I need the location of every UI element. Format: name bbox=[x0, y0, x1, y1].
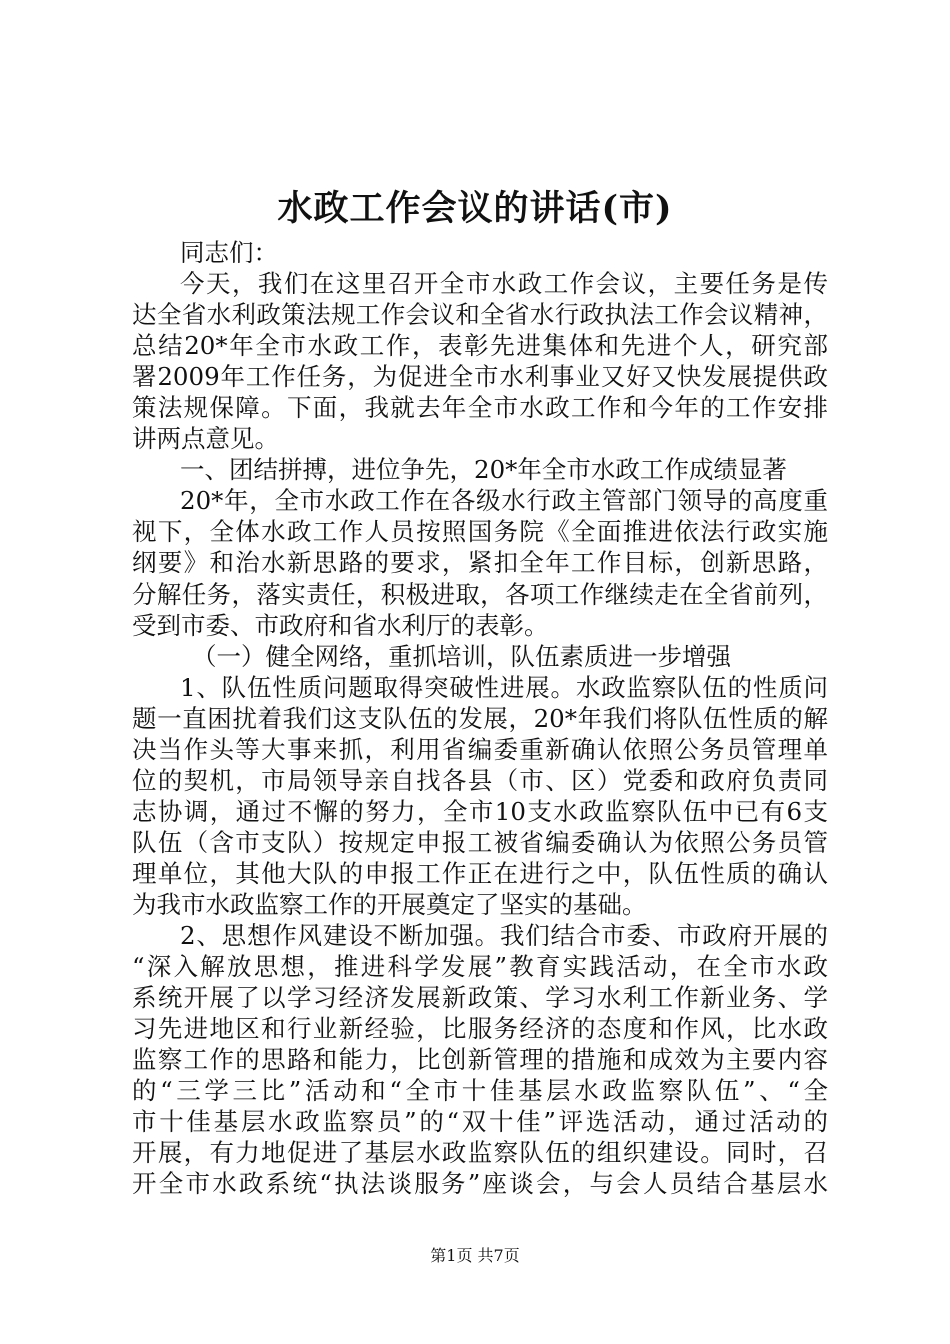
paragraph-line: 今天，我们在这里召开全市水政工作会议，主要任务是传 bbox=[180, 269, 828, 299]
paragraph-line: 开展，有力地促进了基层水政监察队伍的组织建设。同时，召 bbox=[132, 1138, 828, 1168]
paragraph-line: 纲要》和治水新思路的要求，紧扣全年工作目标，创新思路， bbox=[132, 548, 828, 578]
paragraph-line: 队伍（含市支队）按规定申报工被省编委确认为依照公务员管 bbox=[132, 827, 828, 857]
paragraph-line: 总结20*年全市水政工作，表彰先进集体和先进个人，研究部 bbox=[132, 331, 828, 361]
paragraph-line: “深入解放思想，推进科学发展”教育实践活动，在全市水政 bbox=[132, 952, 828, 982]
paragraph-line: 市十佳基层水政监察员”的“双十佳”评选活动，通过活动的 bbox=[132, 1107, 828, 1137]
section-heading: 一、团结拼搏，进位争先，20*年全市水政工作成绩显著 bbox=[180, 455, 787, 485]
paragraph-line: 的“三学三比”活动和“全市十佳基层水政监察队伍”、“全 bbox=[132, 1076, 828, 1106]
paragraph-line: 策法规保障。下面，我就去年全市水政工作和今年的工作安排 bbox=[132, 393, 828, 423]
paragraph-line: 系统开展了以学习经济发展新政策、学习水利工作新业务、学 bbox=[132, 983, 828, 1013]
paragraph-line: 2、思想作风建设不断加强。我们结合市委、市政府开展的 bbox=[180, 921, 828, 951]
paragraph-line: 分解任务，落实责任，积极进取，各项工作继续走在全省前列， bbox=[132, 579, 828, 609]
paragraph-line: 题一直困扰着我们这支队伍的发展，20*年我们将队伍性质的解 bbox=[132, 703, 828, 733]
paragraph-line: 开全市水政系统“执法谈服务”座谈会，与会人员结合基层水 bbox=[132, 1169, 828, 1199]
paragraph-line: 志协调，通过不懈的努力，全市10支水政监察队伍中已有6支 bbox=[132, 796, 828, 826]
subsection-heading: （一）健全网络，重抓培训，队伍素质进一步增强 bbox=[192, 641, 731, 671]
salutation-line: 同志们： bbox=[180, 238, 278, 267]
paragraph-line: 署2009年工作任务，为促进全市水利事业又好又快发展提供政 bbox=[132, 362, 828, 392]
paragraph-line: 讲两点意见。 bbox=[132, 424, 279, 454]
paragraph-line: 视下，全体水政工作人员按照国务院《全面推进依法行政实施 bbox=[132, 517, 828, 547]
paragraph-line: 1、队伍性质问题取得突破性进展。水政监察队伍的性质问 bbox=[180, 672, 828, 702]
paragraph-line: 监察工作的思路和能力，比创新管理的措施和成效为主要内容 bbox=[132, 1045, 828, 1075]
paragraph-line: 受到市委、市政府和省水利厅的表彰。 bbox=[132, 610, 549, 640]
paragraph-line: 理单位，其他大队的申报工作正在进行之中，队伍性质的确认 bbox=[132, 858, 828, 888]
document-body bbox=[132, 237, 828, 1199]
document-title: 水政工作会议的讲话(市) bbox=[277, 188, 673, 229]
paragraph-line: 决当作头等大事来抓，利用省编委重新确认依照公务员管理单 bbox=[132, 734, 828, 764]
paragraph-line: 为我市水政监察工作的开展奠定了坚实的基础。 bbox=[132, 889, 647, 919]
paragraph-line: 习先进地区和行业新经验，比服务经济的态度和作风，比水政 bbox=[132, 1014, 828, 1044]
paragraph-line: 位的契机，市局领导亲自找各县（市、区）党委和政府负责同 bbox=[132, 765, 828, 795]
paragraph-line: 达全省水利政策法规工作会议和全省水行政执法工作会议精神， bbox=[132, 300, 828, 330]
paragraph-line: 20*年，全市水政工作在各级水行政主管部门领导的高度重 bbox=[180, 486, 828, 516]
page-footer: 第1页 共7页 bbox=[430, 1246, 520, 1265]
